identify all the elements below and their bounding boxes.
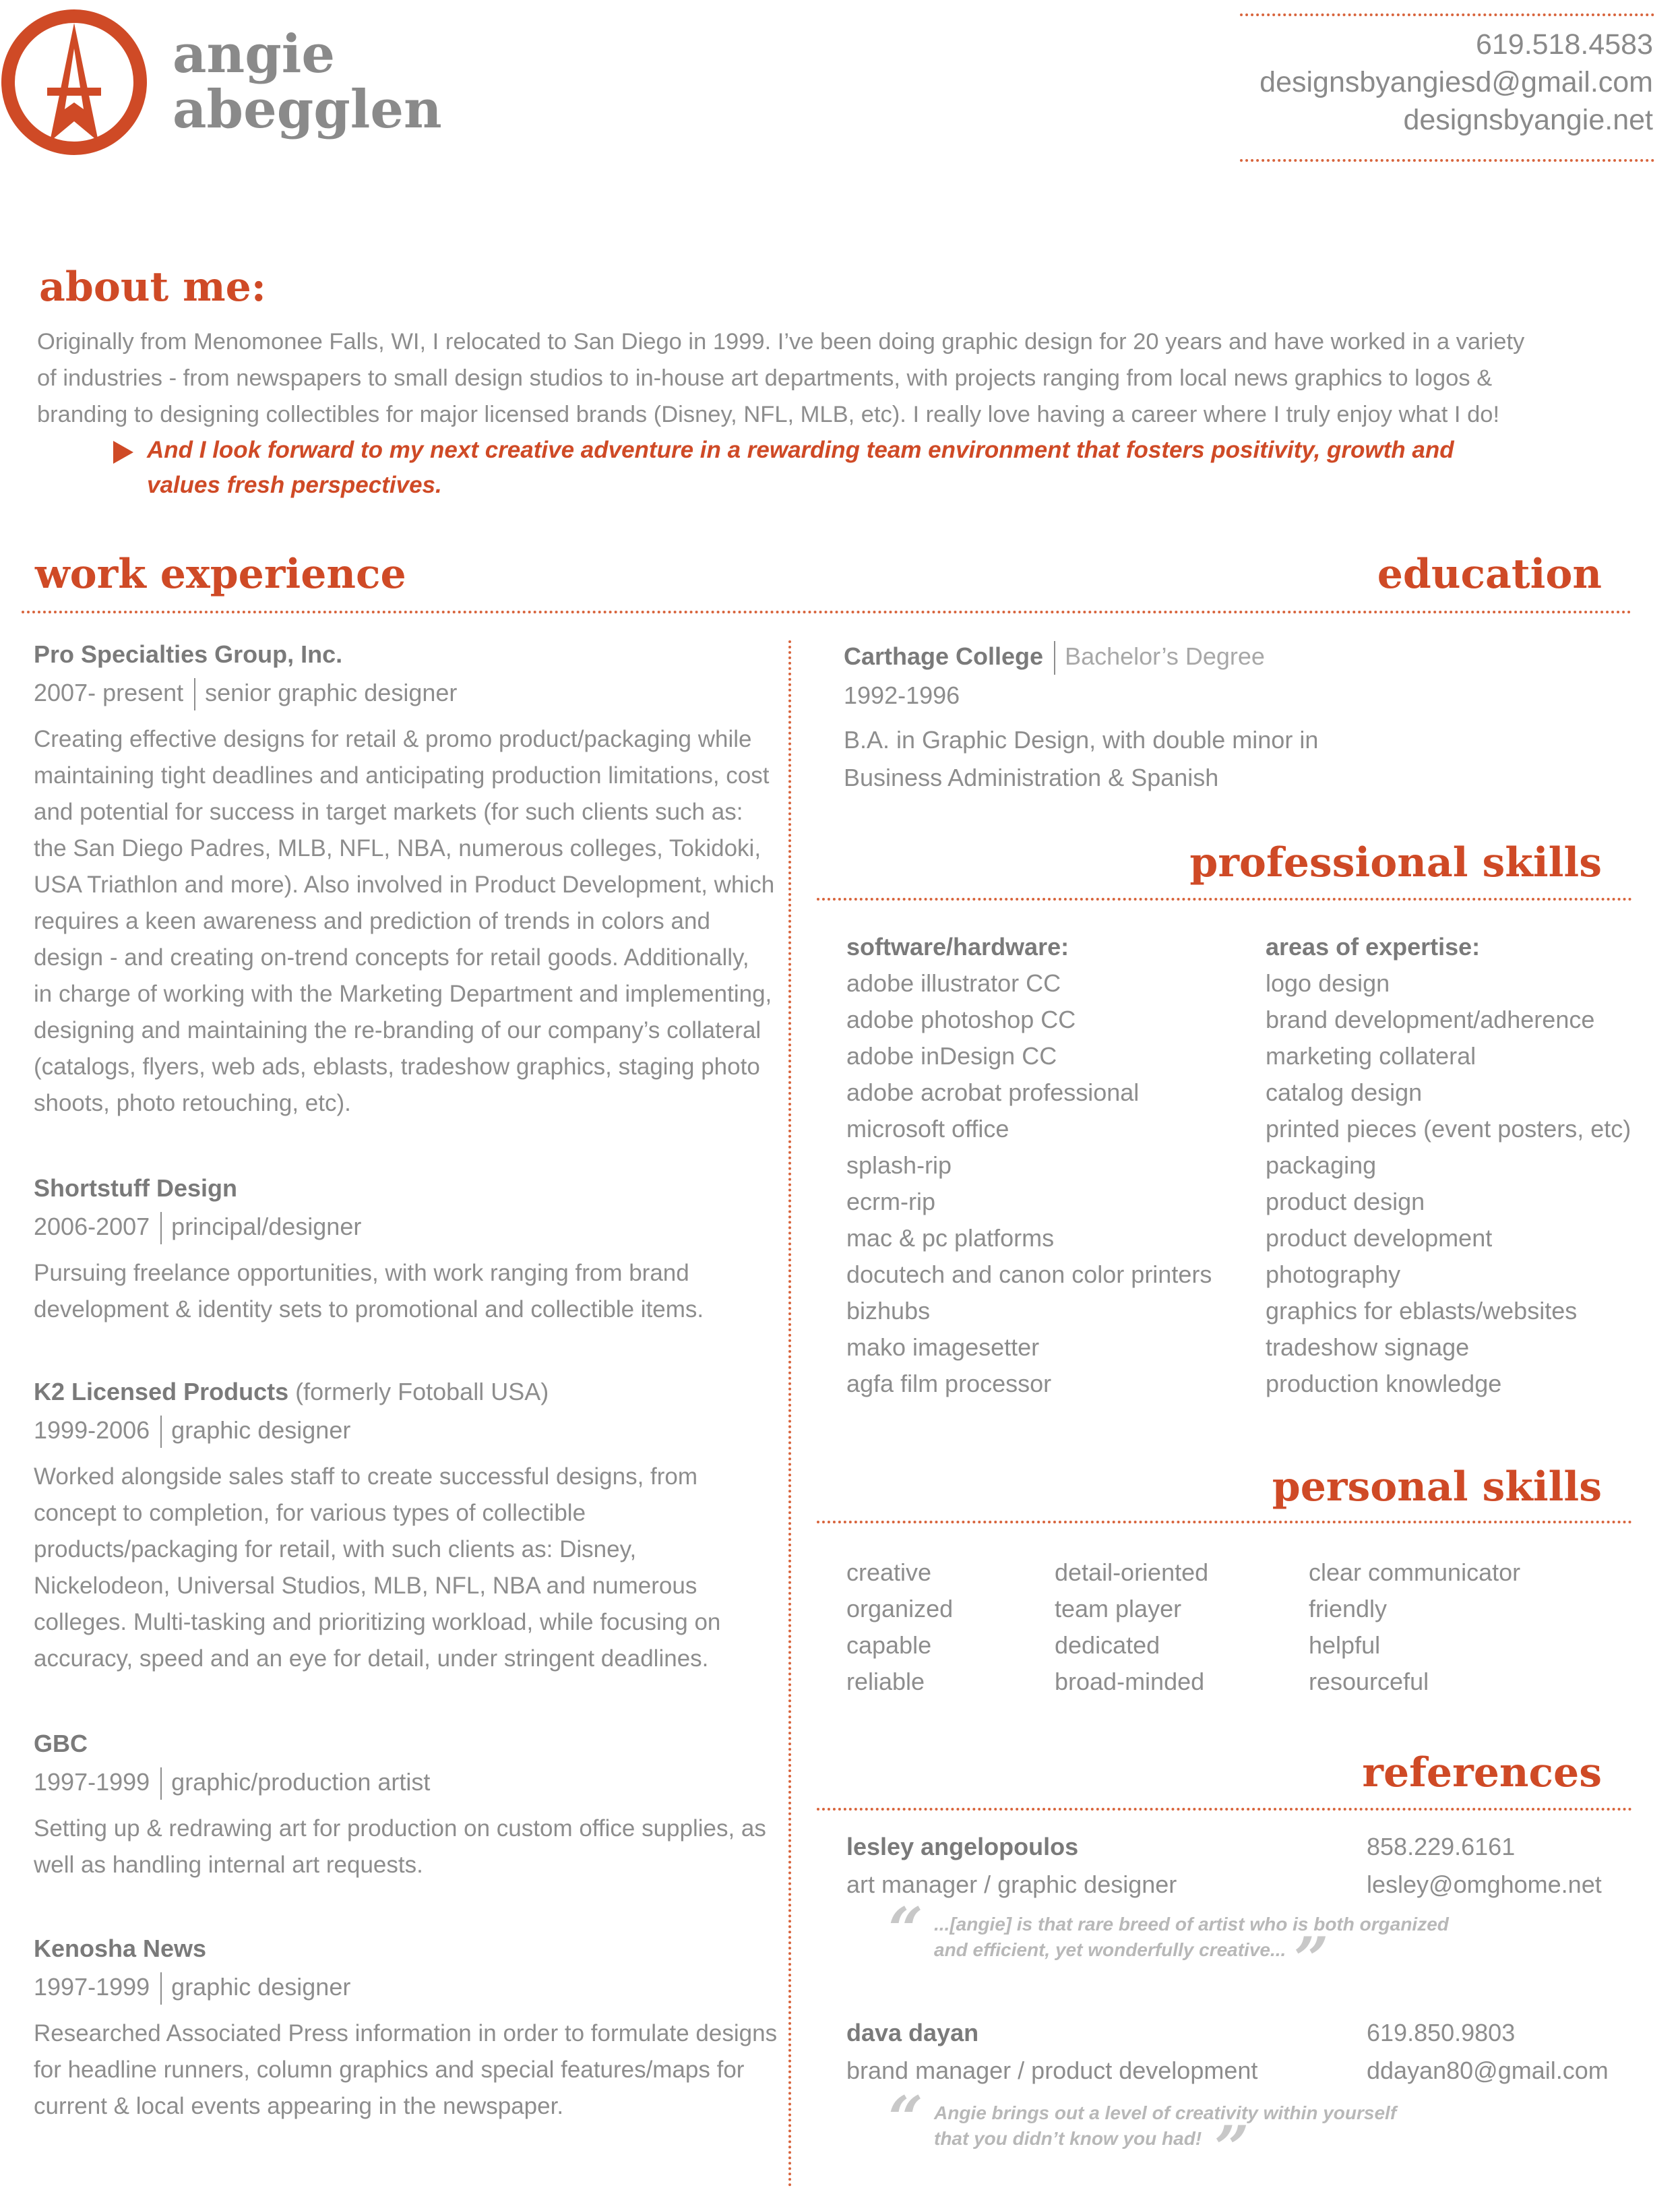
personal-skill: dedicated [1055, 1631, 1160, 1659]
contact-bottom-rule [1240, 159, 1654, 162]
job-line: Nickelodeon, Universal Studios, MLB, NFL, NBA and numerous [34, 1573, 697, 1599]
name-last: abegglen [173, 79, 442, 140]
professional-skills-heading: professional skills [1189, 839, 1602, 886]
job-title: graphic designer [171, 1973, 351, 2001]
job-company: K2 Licensed Products [34, 1378, 289, 1405]
job-gbc [34, 1727, 766, 1883]
personal-skill: capable [846, 1631, 932, 1659]
arrow-bullet-icon [113, 441, 133, 464]
job-line: Pursuing freelance opportunities, with work ranging from brand [34, 1260, 689, 1286]
job-title: senior graphic designer [205, 679, 458, 706]
job-line: well as handling internal art requests. [34, 1852, 423, 1878]
about-text [37, 324, 1524, 433]
expertise-item: marketing collateral [1266, 1042, 1476, 1070]
reference-quote [934, 2100, 1396, 2152]
divider [194, 678, 195, 710]
job-description [34, 2015, 777, 2125]
reference-quote [934, 1912, 1449, 1963]
about-line: branding to designing collectibles for major licensed brands (Disney, NFL, MLB, etc). I really love having a career where I truly enjoy what I do! [37, 402, 1500, 427]
job-line: for headline runners, column graphics and special features/maps for [34, 2057, 745, 2083]
about-line: Originally from Menomonee Falls, WI, I relocated to San Diego in 1999. I’ve been doing graphic design for 20 years and have worked in a variety [37, 329, 1525, 355]
job-title: principal/designer [171, 1213, 362, 1240]
job-years: 1999-2006 [34, 1416, 150, 1444]
job-description [34, 1811, 766, 1883]
expertise-item: production knowledge [1266, 1370, 1502, 1397]
skill-item: microsoft office [846, 1115, 1009, 1143]
reference-phone[interactable]: 858.229.6161 [1367, 1833, 1516, 1860]
about-heading: about me: [39, 264, 266, 311]
skill-item: adobe illustrator CC [846, 969, 1061, 997]
job-meta [34, 1207, 704, 1247]
personal-skill: detail-oriented [1055, 1558, 1209, 1586]
highlight-line: And I look forward to my next creative adventure in a rewarding team environment that fosters positivity, growth and [147, 437, 1454, 463]
expertise-item: product development [1266, 1224, 1493, 1252]
logo [0, 8, 148, 156]
expertise-item: graphics for eblasts/websites [1266, 1297, 1578, 1325]
job-line: (catalogs, flyers, web ads, eblasts, tradeshow graphics, staging photo [34, 1054, 760, 1080]
job-years: 2007- present [34, 679, 184, 706]
job-line: and potential for success in target markets (for such clients such as: [34, 799, 743, 825]
reference-role: brand manager / product development [846, 2057, 1258, 2084]
job-meta [34, 1762, 766, 1802]
compass-logo-icon [0, 8, 148, 156]
job-shortstuff [34, 1172, 704, 1328]
highlight-line: values fresh perspectives. [147, 472, 442, 498]
job-line: Worked alongside sales staff to create successful designs, from [34, 1463, 698, 1490]
job-line: Setting up & redrawing art for production on custom office supplies, as [34, 1815, 766, 1842]
skill-item: docutech and canon color printers [846, 1260, 1212, 1288]
personal-skills-col-3 [1309, 1554, 1520, 1700]
software-heading: software/hardware: [846, 933, 1069, 961]
job-line: the San Diego Padres, MLB, NFL, NBA, numerous colleges, Tokidoki, [34, 835, 761, 861]
personal-skills-rule [817, 1521, 1632, 1523]
job-line: shoots, photo retouching, etc). [34, 1090, 351, 1116]
reference-name: lesley angelopoulos [846, 1833, 1079, 1860]
contact-phone[interactable]: 619.518.4583 [1475, 28, 1653, 61]
job-company: GBC [34, 1730, 88, 1757]
job-kenosha [34, 1932, 777, 2125]
education-line: B.A. in Graphic Design, with double minor in [844, 726, 1319, 754]
job-line: Creating effective designs for retail & promo product/packaging while [34, 726, 752, 752]
job-line: Researched Associated Press information in order to formulate designs [34, 2020, 778, 2046]
personal-skill: reliable [846, 1668, 925, 1695]
contact-block [1259, 26, 1653, 139]
job-description [34, 721, 774, 1122]
job-line: design - and creating on-trend concepts for retail goods. Additionally, [34, 944, 749, 971]
skill-item: splash-rip [846, 1151, 952, 1179]
job-pro-specialties [34, 638, 774, 1122]
education-school: Carthage College [844, 642, 1044, 670]
expertise-item: logo design [1266, 969, 1390, 997]
expertise-item: brand development/adherence [1266, 1006, 1595, 1033]
personal-skills-col-2 [1055, 1554, 1208, 1700]
job-line: products/packaging for retail, with such clients as: Disney, [34, 1536, 637, 1562]
close-quote-icon: ” [1214, 2113, 1249, 2184]
divider [160, 1416, 162, 1448]
education-school-row [844, 638, 1318, 675]
job-line: development & identity sets to promotional and collectible items. [34, 1296, 704, 1323]
job-title: graphic/production artist [171, 1768, 431, 1796]
personal-skill: creative [846, 1558, 932, 1586]
job-line: in charge of working with the Marketing Department and implementing, [34, 981, 772, 1007]
education-description [844, 721, 1318, 797]
reference-2-contact [1367, 2014, 1609, 2090]
references-rule [817, 1808, 1632, 1811]
main-rule [22, 611, 1632, 613]
job-company: Shortstuff Design [34, 1174, 237, 1202]
personal-skill: organized [846, 1595, 954, 1622]
skill-item: agfa film processor [846, 1370, 1052, 1397]
education-degree: Bachelor’s Degree [1065, 642, 1265, 670]
expertise-heading: areas of expertise: [1266, 933, 1481, 961]
job-k2 [34, 1375, 720, 1677]
column-divider [788, 640, 791, 2188]
job-meta [34, 673, 774, 713]
expertise-item: catalog design [1266, 1078, 1423, 1106]
quote-line: Angie brings out a level of creativity within yourself [934, 2102, 1397, 2123]
job-line: designing and maintaining the re-branding of our company’s collateral [34, 1017, 761, 1043]
personal-skill: helpful [1309, 1631, 1381, 1659]
name-first: angie [173, 24, 336, 85]
reference-2 [846, 2014, 1257, 2090]
contact-website[interactable]: designsbyangie.net [1403, 104, 1653, 136]
expertise-item: photography [1266, 1260, 1401, 1288]
job-description [34, 1255, 704, 1328]
close-quote-icon: ” [1294, 1924, 1329, 1995]
job-line: requires a keen awareness and prediction of trends in colors and [34, 908, 710, 934]
job-company: Pro Specialties Group, Inc. [34, 640, 343, 668]
job-line: maintaining tight deadlines and anticipating production limitations, cost [34, 762, 770, 789]
job-line: current & local events appearing in the newspaper. [34, 2093, 564, 2119]
job-line: USA Triathlon and more). Also involved in Product Development, which [34, 872, 775, 898]
references-heading: references [1362, 1749, 1602, 1796]
quote-line: that you didn’t know you had! [934, 2128, 1202, 2149]
skill-item: adobe photoshop CC [846, 1006, 1076, 1033]
job-line: accuracy, speed and an eye for detail, under stringent deadlines. [34, 1645, 709, 1672]
personal-skill: broad-minded [1055, 1668, 1205, 1695]
expertise-list [1266, 929, 1631, 1402]
about-line: of industries - from newspapers to small design studios to in-house art departments, with projects ranging from local news graphics to logos & [37, 365, 1493, 391]
open-quote-icon: “ [888, 2083, 923, 2154]
education-block [844, 638, 1318, 797]
expertise-item: product design [1266, 1188, 1425, 1215]
open-quote-icon: “ [888, 1894, 923, 1966]
skill-item: adobe inDesign CC [846, 1042, 1057, 1070]
divider [160, 1972, 162, 2005]
skill-item: adobe acrobat professional [846, 1078, 1140, 1106]
about-highlight [147, 433, 1454, 503]
job-line: colleges. Multi-tasking and prioritizing workload, while focusing on [34, 1609, 721, 1635]
contact-top-rule [1240, 13, 1654, 16]
divider [1054, 641, 1055, 675]
reference-1 [846, 1828, 1177, 1904]
personal-skills-heading: personal skills [1272, 1463, 1602, 1511]
education-years: 1992-1996 [844, 681, 960, 709]
job-description [34, 1459, 720, 1677]
personal-skills-col-1 [846, 1554, 953, 1700]
job-company: Kenosha News [34, 1935, 207, 1962]
reference-name: dava dayan [846, 2019, 979, 2046]
skill-item: bizhubs [846, 1297, 931, 1325]
personal-skill: resourceful [1309, 1668, 1429, 1695]
job-company-note: (formerly Fotoball USA) [295, 1378, 549, 1405]
skill-item: mako imagesetter [846, 1333, 1040, 1361]
reference-email[interactable]: lesley@omghome.net [1367, 1871, 1602, 1898]
work-heading: work experience [35, 551, 406, 598]
expertise-item: packaging [1266, 1151, 1377, 1179]
reference-1-contact [1367, 1828, 1602, 1904]
job-meta [34, 1967, 777, 2007]
education-line: Business Administration & Spanish [844, 764, 1219, 791]
job-years: 1997-1999 [34, 1768, 150, 1796]
education-heading: education [1377, 551, 1602, 598]
reference-email[interactable]: ddayan80@gmail.com [1367, 2057, 1609, 2084]
professional-skills-rule [817, 898, 1632, 901]
expertise-item: tradeshow signage [1266, 1333, 1470, 1361]
personal-skill: clear communicator [1309, 1558, 1521, 1586]
divider [160, 1212, 162, 1244]
job-line: concept to completion, for various types of collectible [34, 1500, 586, 1526]
contact-email[interactable]: designsbyangiesd@gmail.com [1259, 66, 1653, 98]
reference-phone[interactable]: 619.850.9803 [1367, 2019, 1516, 2046]
divider [160, 1767, 162, 1800]
job-years: 1997-1999 [34, 1973, 150, 2001]
personal-skill: team player [1055, 1595, 1182, 1622]
quote-line: and efficient, yet wonderfully creative... [934, 1939, 1286, 1960]
software-list [846, 929, 1212, 1402]
reference-role: art manager / graphic designer [846, 1871, 1177, 1898]
skill-item: mac & pc platforms [846, 1224, 1055, 1252]
job-years: 2006-2007 [34, 1213, 150, 1240]
job-meta [34, 1410, 720, 1451]
personal-skill: friendly [1309, 1595, 1388, 1622]
job-company-row [34, 1375, 720, 1409]
skill-item: ecrm-rip [846, 1188, 935, 1215]
job-title: graphic designer [171, 1416, 351, 1444]
expertise-item: printed pieces (event posters, etc) [1266, 1115, 1631, 1143]
quote-line: ...[angie] is that rare breed of artist who is both organized [934, 1914, 1449, 1935]
